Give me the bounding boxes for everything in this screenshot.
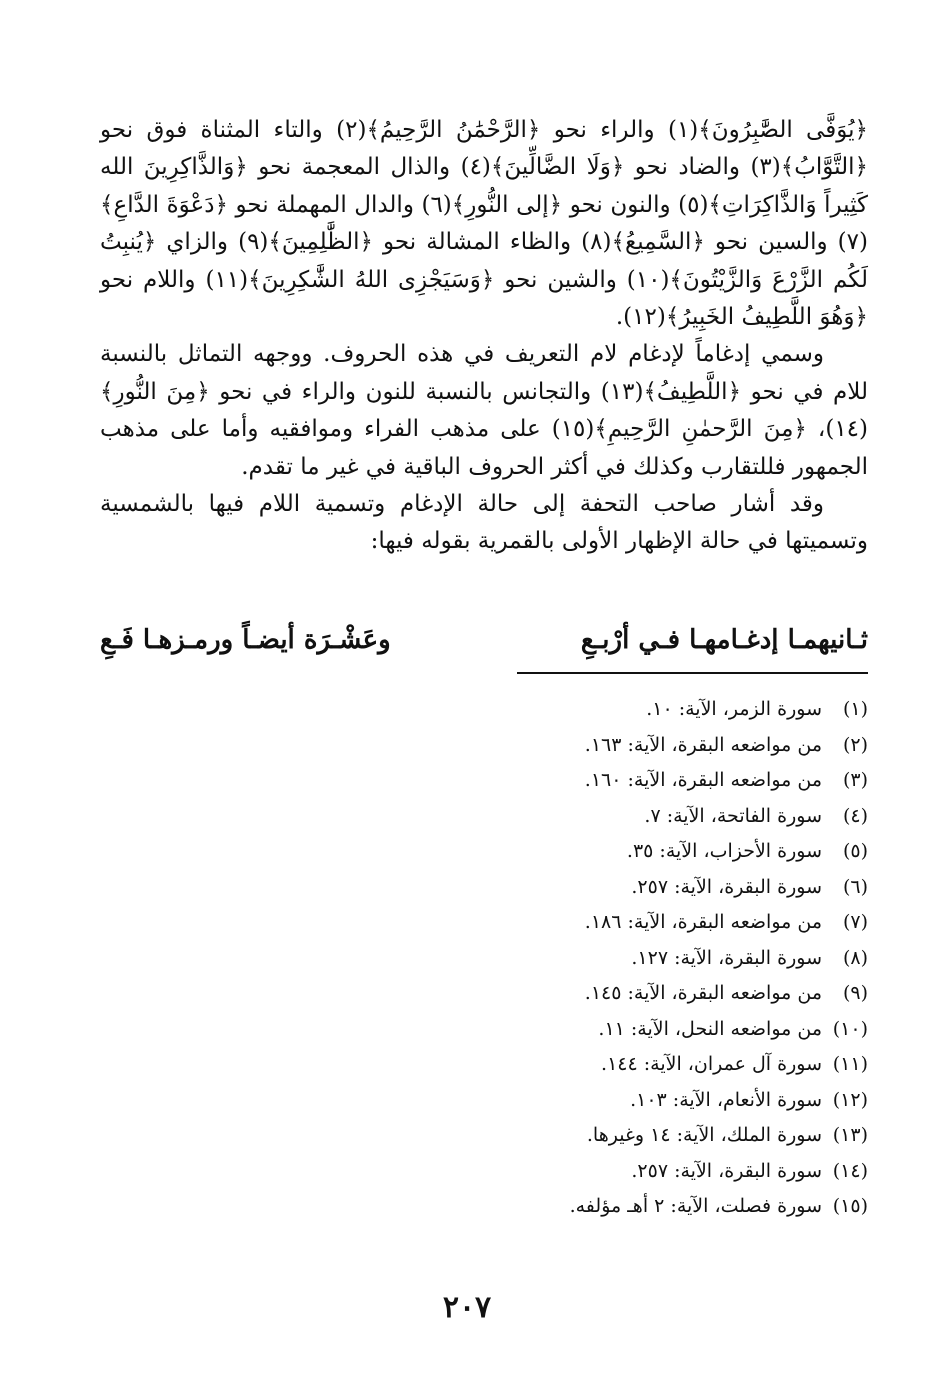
footnote-number: (٩) (842, 982, 868, 1004)
footnotes-list (448, 692, 868, 1225)
footnote-item (448, 1047, 868, 1083)
footnote-text: سورة الملك، الآية: ١٤ وغيرها. (586, 1124, 822, 1146)
poem-verse (100, 622, 868, 658)
footnote-text: سورة البقرة، الآية: ٢٥٧. (631, 875, 822, 898)
footnote-item (448, 1012, 868, 1048)
footnote-number: (١١) (832, 1053, 868, 1075)
footnote-number: (٥) (842, 840, 868, 862)
footnote-text: سورة البقرة، الآية: ١٢٧. (631, 946, 822, 969)
footnote-item (448, 941, 868, 977)
footnote-text: من مواضعه البقرة، الآية: ١٦٣. (584, 733, 822, 756)
footnote-item (448, 728, 868, 764)
paragraph-tuhfa-reference: وقد أشار صاحب التحفة إلى حالة الإدغام وتسمية اللام فيها بالشمسية وتسميتها في حالة الإظهار الأولى بالقمرية بقوله فيها: (100, 491, 868, 555)
footnote-number: (١٠) (832, 1017, 868, 1040)
verse-first-hemistich: ثـانيهمـا إدغـامهـا فـي أرْبـعِ (580, 625, 868, 655)
footnote-text: سورة الزمر، الآية: ١٠. (646, 698, 822, 720)
footnote-text: من مواضعه النحل، الآية: ١١. (598, 1017, 822, 1040)
footnote-text: سورة البقرة، الآية: ٢٥٧. (631, 1159, 822, 1182)
footnote-item (448, 1189, 868, 1225)
footnote-item (448, 799, 868, 835)
verse-second-hemistich: وعَشْـرَة أيضـاً ورمـزهـا فَـعِ (100, 625, 391, 655)
footnote-number: (٨) (842, 946, 868, 969)
footnote-number: (٤) (842, 804, 868, 827)
footnote-number: (٦) (842, 875, 868, 898)
paragraph-letters-examples: ﴿يُوَفَّى الصَّٰبِرُونَ﴾(١) والراء نحو ﴿الرَّحْمَٰنُ الرَّحِيمُ﴾(٢) والتاء المثناة فوق نحو ﴿التَّوَّابُ﴾(٣) والضاد نحو ﴿وَلَا الضَّالِّينَ﴾(٤) والذال المعجمة نحو ﴿وَالذَّاكِرِينَ الله كَثِيراً وَالذَّاكِرَاتِ﴾(٥) والنون نحو ﴿إلى النُّورِ﴾(٦) والدال المهملة نحو ﴿دَعْوَةَ الدَّاعِ﴾(٧) والسين نحو ﴿السَّمِيعُ﴾(٨) والظاء المشالة نحو ﴿الظَّٰلِمِينَ﴾(٩) والزاي ﴿يُنبِتُ لَكُم الزَّرْعَ وَالزَّيْتُونَ﴾(١٠) والشين نحو ﴿وَسَيَجْزِى اللهُ الشَّٰكِرِينَ﴾(١١) واللام نحو ﴿وَهُوَ اللَّطِيفُ الخَبِيرُ﴾(١٢). (100, 117, 869, 331)
footnote-text: سورة فصلت، الآية: ٢ أهـ مؤلفه. (569, 1195, 822, 1217)
footnote-number: (١٣) (832, 1124, 868, 1146)
footnote-text: من مواضعه البقرة، الآية: ١٨٦. (584, 911, 822, 933)
footnote-item (448, 763, 868, 799)
footnote-separator (517, 672, 868, 674)
footnote-item (448, 870, 868, 906)
footnote-item (448, 905, 868, 941)
footnote-item (448, 1083, 868, 1119)
footnote-item (448, 1154, 868, 1190)
footnote-item (448, 692, 868, 728)
footnote-number: (٧) (842, 911, 868, 933)
footnote-number: (٢) (842, 733, 868, 756)
footnote-number: (١٢) (832, 1088, 868, 1111)
footnote-text: من مواضعه البقرة، الآية: ١٤٥. (584, 982, 822, 1004)
footnote-item (448, 976, 868, 1012)
footnote-item (448, 1118, 868, 1154)
footnote-text: سورة آل عمران، الآية: ١٤٤. (601, 1053, 822, 1075)
page-number: ٢٠٧ (442, 1290, 492, 1325)
footnote-number: (١٤) (832, 1159, 868, 1182)
paragraph-idgham-explanation: وسمي إدغاماً لإدغام لام التعريف في هذه الحروف. ووجهه التماثل بالنسبة للام في نحو ﴿اللَّطِيفُ﴾(١٣) والتجانس بالنسبة للنون والراء في نحو ﴿مِنَ النُّورِ﴾(١٤)، ﴿مِنَ الرَّحمٰنِ الرَّحِيمِ﴾(١٥) على مذهب الفراء وموافقيه وأما على مذهب الجمهور فللتقارب وكذلك في أكثر الحروف الباقية في غير ما تقدم. (100, 341, 869, 480)
footnote-number: (١٥) (832, 1195, 868, 1217)
main-text (100, 112, 868, 561)
footnote-number: (١) (842, 698, 868, 720)
footnote-text: من مواضعه البقرة، الآية: ١٦٠. (584, 769, 822, 791)
footnote-text: سورة الأنعام، الآية: ١٠٣. (630, 1088, 822, 1111)
footnote-item (448, 834, 868, 870)
footnote-text: سورة الفاتحة، الآية: ٧. (644, 804, 822, 827)
footnote-text: سورة الأحزاب، الآية: ٣٥. (626, 840, 822, 862)
footnote-number: (٣) (842, 769, 868, 791)
